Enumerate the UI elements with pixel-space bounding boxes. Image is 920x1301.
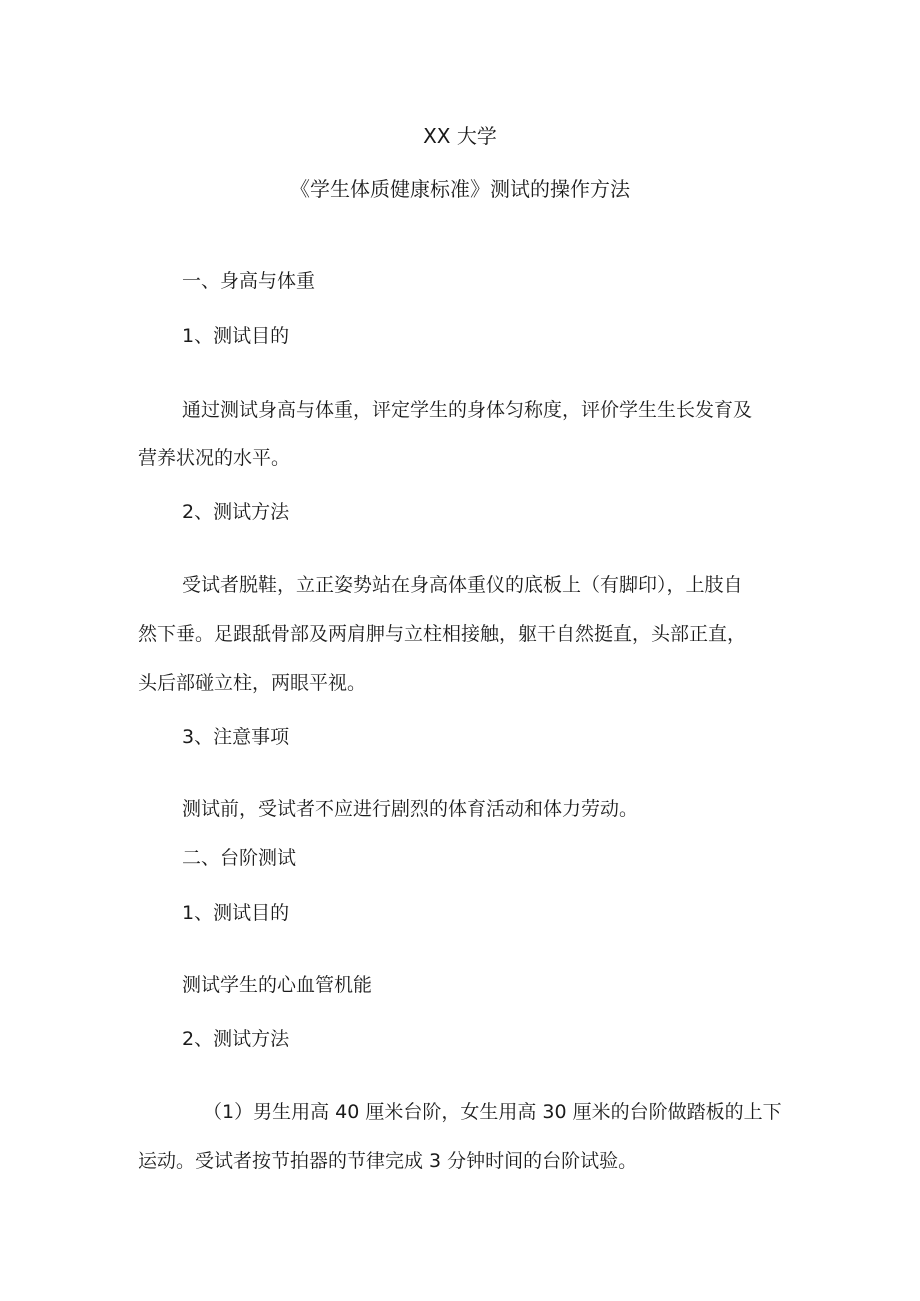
paragraph-line: 测试学生的心血管机能 — [182, 974, 373, 996]
section-heading-step-test: 二、台阶测试 — [182, 847, 297, 869]
paragraph-line: 运动。受试者按节拍器的节律完成 3 分钟时间的台阶试验。 — [138, 1150, 638, 1172]
subheading-test-purpose: 1、测试目的 — [182, 325, 290, 347]
paragraph-line: 受试者脱鞋，立正姿势站在身高体重仪的底板上（有脚印），上肢自 — [182, 574, 743, 596]
section-heading-height-weight: 一、身高与体重 — [182, 270, 316, 292]
subheading-test-purpose: 1、测试目的 — [182, 902, 290, 924]
subheading-notes: 3、注意事项 — [182, 726, 290, 748]
paragraph-line: 测试前，受试者不应进行剧烈的体育活动和体力劳动。 — [182, 798, 639, 820]
paragraph-line: （1）男生用高 40 厘米台阶，女生用高 30 厘米的台阶做踏板的上下 — [203, 1101, 782, 1123]
document-title-university: XX 大学 — [423, 124, 497, 148]
subheading-test-method: 2、测试方法 — [182, 501, 290, 523]
paragraph-line: 头后部碰立柱，两眼平视。 — [138, 672, 367, 694]
paragraph-line: 营养状况的水平。 — [138, 447, 291, 469]
paragraph-line: 通过测试身高与体重，评定学生的身体匀称度，评价学生生长发育及 — [182, 399, 753, 421]
document-title: 《学生体质健康标准》测试的操作方法 — [290, 177, 630, 201]
paragraph-line: 然下垂。足跟舐骨部及两肩胛与立柱相接触，躯干自然挺直，头部正直， — [138, 623, 747, 645]
subheading-test-method: 2、测试方法 — [182, 1028, 290, 1050]
